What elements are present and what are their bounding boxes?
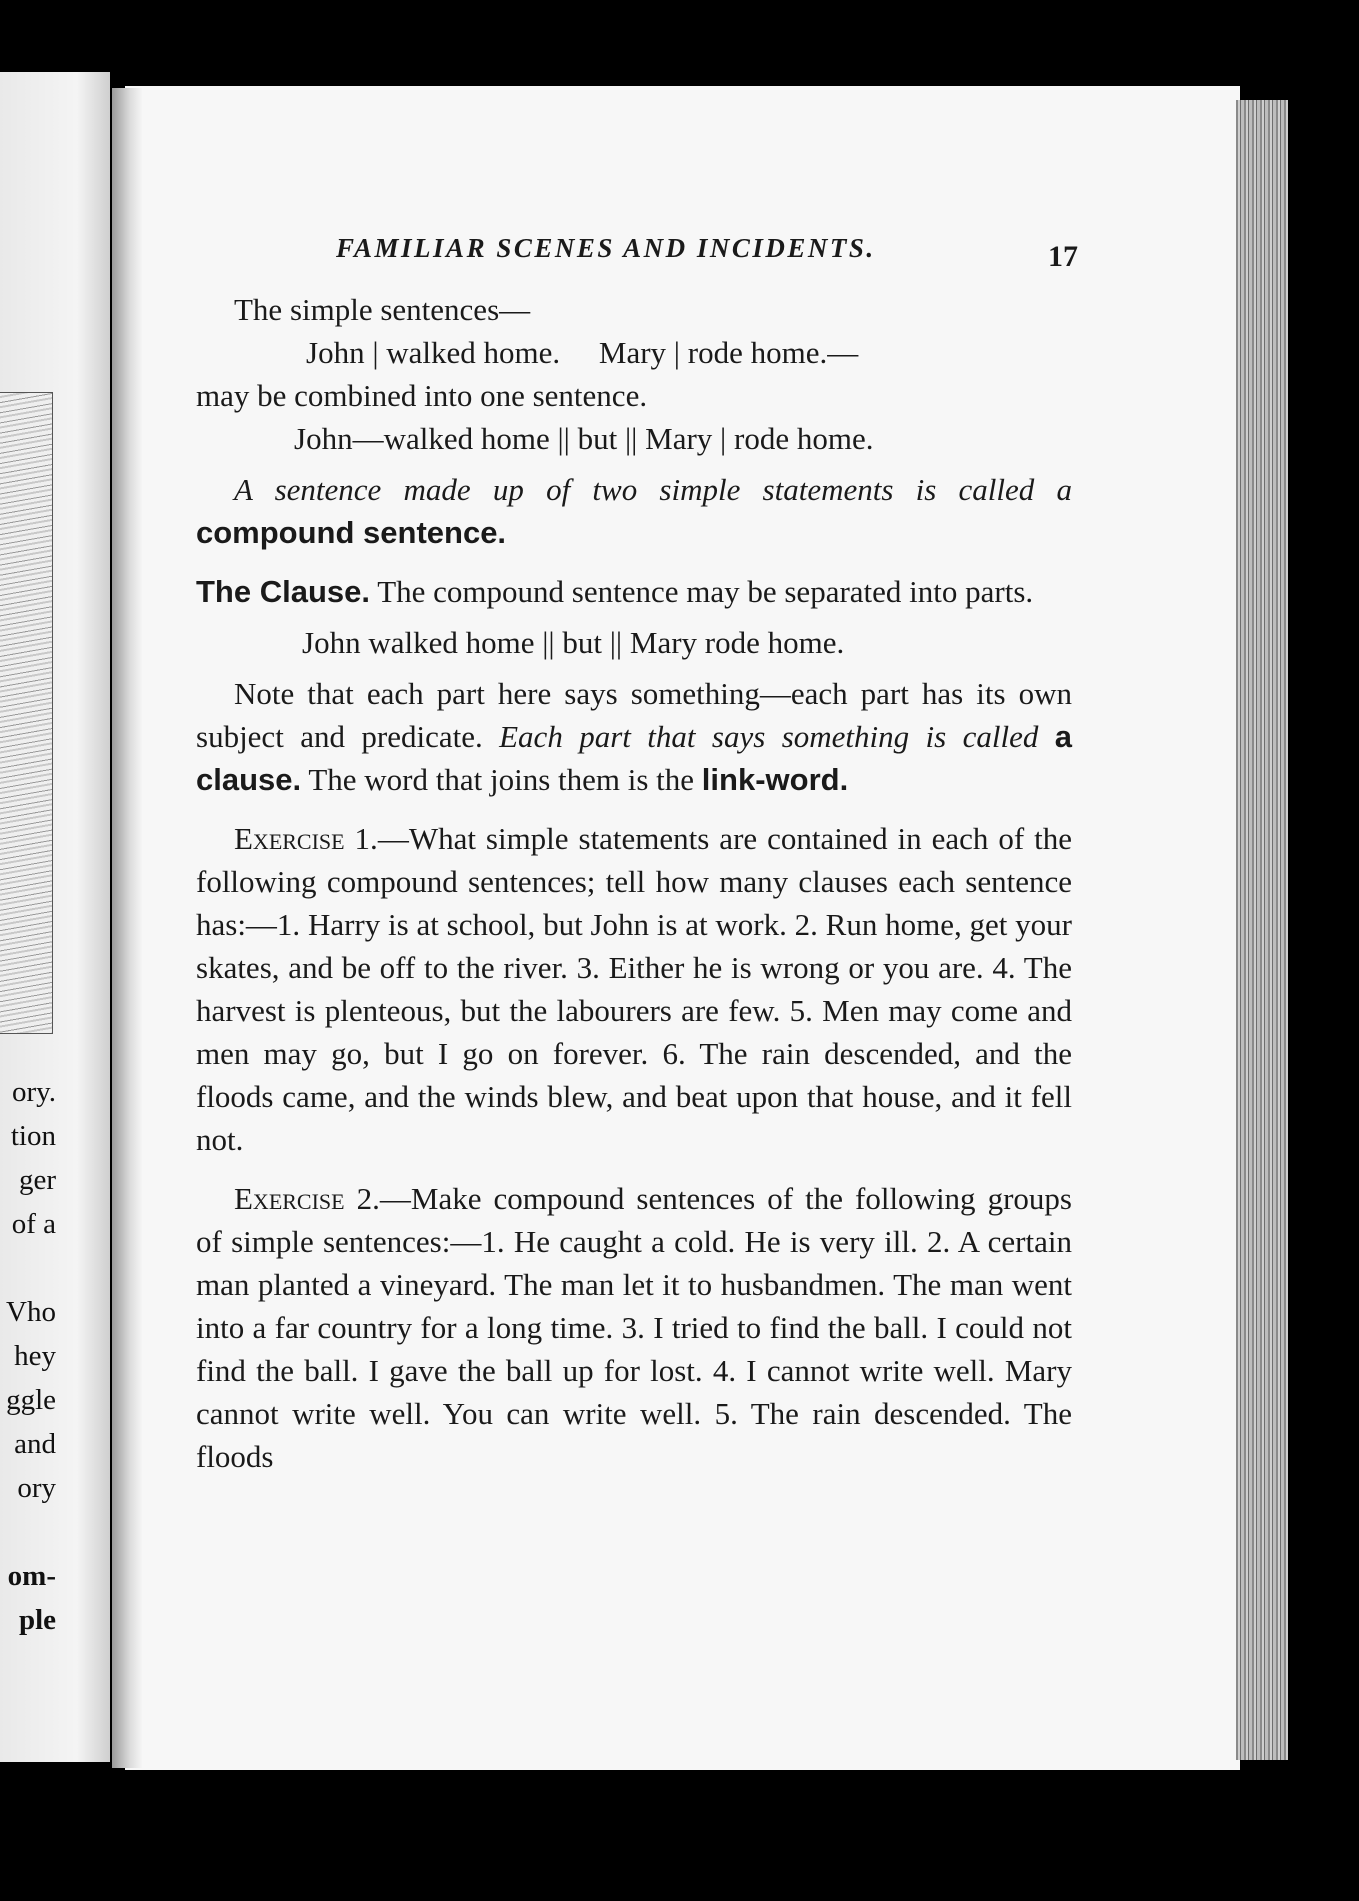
example-sentence: John walked home || but || Mary rode home.: [302, 625, 845, 660]
left-fragment: hey: [14, 1340, 56, 1372]
paragraph-text: The word that joins them is the: [308, 762, 695, 797]
left-fragment: and: [14, 1428, 56, 1460]
left-fragment: ggle: [6, 1384, 56, 1416]
exercise-text: —Make compound sentences of the following groups of simple sentences:—1. He caught a cold. He is very ill. 2. A certain man planted a vineyard. The man let it to husbandmen. The man went into a far country for a long time. 3. I tried to find the ball. I could not find the ball. I gave the ball up for lost. 4. I cannot write well. Mary cannot write well. You can write well. 5. The rain descended. The floods: [196, 1181, 1072, 1474]
term-link-word: link-word.: [701, 762, 849, 797]
left-fragment: Vho: [6, 1296, 56, 1328]
left-fragment: ple: [18, 1604, 56, 1636]
left-fragment: tion: [10, 1120, 56, 1152]
page-body: [196, 288, 1072, 1478]
page-edges: [1236, 100, 1288, 1760]
paragraph-text: The compound sentence may be separated into parts.: [377, 574, 1034, 609]
paragraph: [196, 672, 1072, 801]
exercise-label: Exercise 1.: [234, 821, 378, 856]
definition-text: A sentence made up of two simple statements is called a: [234, 472, 1072, 507]
left-fragment-gap: [0, 1246, 56, 1290]
example-sentence: John—walked home || but || Mary | rode home.: [294, 421, 874, 456]
left-fragment: om-: [7, 1560, 56, 1592]
paragraph: [196, 570, 1072, 613]
paragraph-text: Note that each part here says something—each part has its own subject and predicate.: [196, 676, 1072, 754]
running-title: FAMILIAR SCENES AND INCIDENTS.: [336, 233, 876, 263]
paragraph: The simple sentences—: [234, 292, 531, 327]
definition-text: Each part that says something is called: [499, 719, 1039, 754]
exercise-2: [196, 1177, 1072, 1478]
exercise-label: Exercise 2.: [234, 1181, 380, 1216]
left-fragment-gap: [0, 1510, 56, 1554]
term-clause: a clause.: [196, 719, 1073, 797]
left-page-text: [0, 1070, 56, 1642]
paragraph: may be combined into one sentence.: [196, 378, 648, 413]
page-number: 17: [1048, 240, 1078, 273]
page-gutter: [112, 88, 142, 1768]
definition: [196, 468, 1072, 554]
section-heading: The Clause.: [196, 574, 370, 609]
left-fragment: ory.: [11, 1076, 56, 1108]
left-fragment: ger: [18, 1164, 56, 1196]
exercise-text: —What simple statements are contained in each of the following compound sentences; tell how many clauses each sentence has:—1. Harry is at school, but John is at work. 2. Run home, get your skates, and be off to the river. 3. Either he is wrong or you are. 4. The harvest is plenteous, but the labourers are few. 5. Men may come and men may go, but I go on forever. 6. The rain descended, and the floods came, and the winds blew, and beat upon that house, and it fell not.: [196, 821, 1072, 1157]
left-fragment: ory: [17, 1472, 56, 1504]
left-page-illustration: [0, 392, 53, 1034]
term-compound-sentence: compound sentence.: [196, 515, 507, 550]
left-fragment: of a: [11, 1208, 56, 1240]
example-sentence: John | walked home. Mary | rode home.—: [306, 335, 859, 370]
exercise-1: [196, 817, 1072, 1161]
